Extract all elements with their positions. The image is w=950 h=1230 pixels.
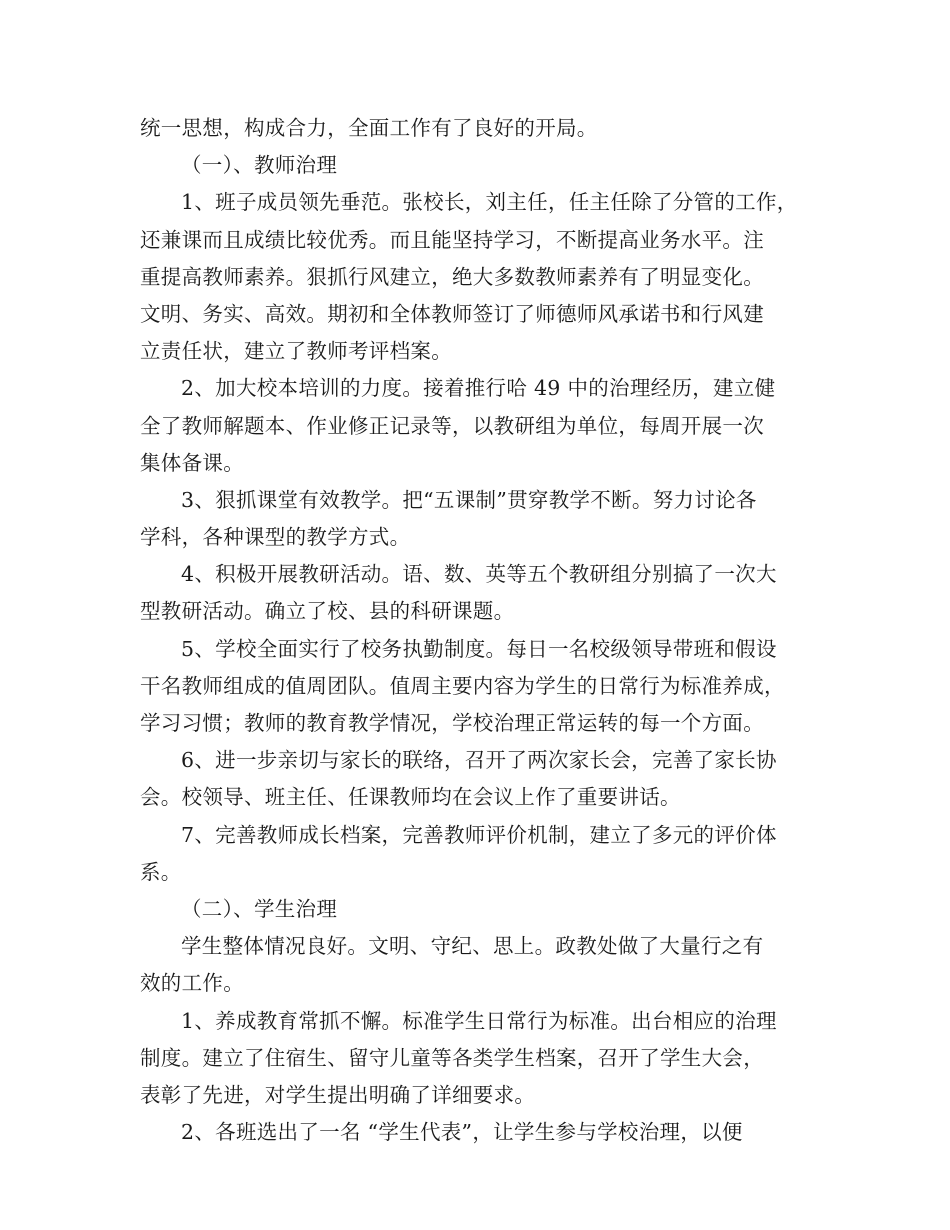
text-line-24: 效的工作。 — [140, 971, 244, 996]
text-line-3: 1、班子成员领先垂范。张校长，刘主任，任主任除了分管的工作， — [181, 190, 798, 215]
document-body — [140, 110, 815, 1151]
text-line-26: 制度。建立了住宿生、留守儿童等各类学生档案，召开了学生大会， — [140, 1045, 764, 1070]
text-line-21: 系。 — [140, 859, 182, 884]
text-line-20: 7、完善教师成长档案，完善教师评价机制，建立了多元的评价体 — [181, 822, 777, 847]
text-line-28: 2、各班选出了一名 “学生代表”，让学生参与学校治理，以便 — [181, 1120, 743, 1145]
text-line-14: 型教研活动。确立了校、县的科研课题。 — [140, 599, 515, 624]
text-line-7: 立责任状，建立了教师考评档案。 — [140, 339, 452, 364]
text-line-11: 3、狠抓课堂有效教学。把“五课制”贯穿教学不断。努力讨论各 — [181, 487, 757, 512]
text-line-16: 干名教师组成的值周团队。值周主要内容为学生的日常行为标准养成， — [140, 673, 785, 698]
text-line-23: 学生整体情况良好。文明、守纪、思上。政教处做了大量行之有 — [181, 934, 764, 959]
text-line-17: 学习习惯；教师的教育教学情况，学校治理正常运转的每一个方面。 — [140, 711, 764, 735]
text-line-1: 统一思想，构成合力，全面工作有了良好的开局。 — [140, 116, 598, 140]
text-line-18: 6、进一步亲切与家长的联络，召开了两次家长会，完善了家长协 — [181, 748, 777, 773]
text-line-19: 会。校领导、班主任、任课教师均在会议上作了重要讲话。 — [140, 785, 681, 810]
text-line-12: 学科，各种课型的教学方式。 — [140, 525, 411, 550]
text-line-6: 文明、务实、高效。期初和全体教师签订了师德师风承诺书和行风建 — [140, 301, 764, 326]
text-line-25: 1、养成教育常抓不懈。标准学生日常行为标准。出台相应的治理 — [181, 1008, 777, 1033]
text-line-4: 还兼课而且成绩比较优秀。而且能坚持学习，不断提高业务水平。注 — [140, 227, 764, 252]
text-line-9: 全了教师解题本、作业修正记录等，以教研组为单位，每周开展一次 — [140, 413, 764, 438]
text-line-15: 5、学校全面实行了校务执勤制度。每日一名校级领导带班和假设 — [181, 636, 777, 661]
text-line-13: 4、积极开展教研活动。语、数、英等五个教研组分别搞了一次大 — [181, 562, 777, 587]
text-line-27: 表彰了先进，对学生提出明确了详细要求。 — [140, 1082, 536, 1107]
section-heading-teacher-management: （一）、教师治理 — [181, 153, 338, 178]
text-line-8: 2、加大校本培训的力度。接着推行哈 49 中的治理经历，建立健 — [181, 376, 776, 401]
text-line-10: 集体备课。 — [140, 450, 244, 475]
section-heading-student-management: （二）、学生治理 — [181, 896, 338, 921]
text-line-5: 重提高教师素养。狠抓行风建立，绝大多数教师素养有了明显变化。 — [140, 264, 764, 289]
